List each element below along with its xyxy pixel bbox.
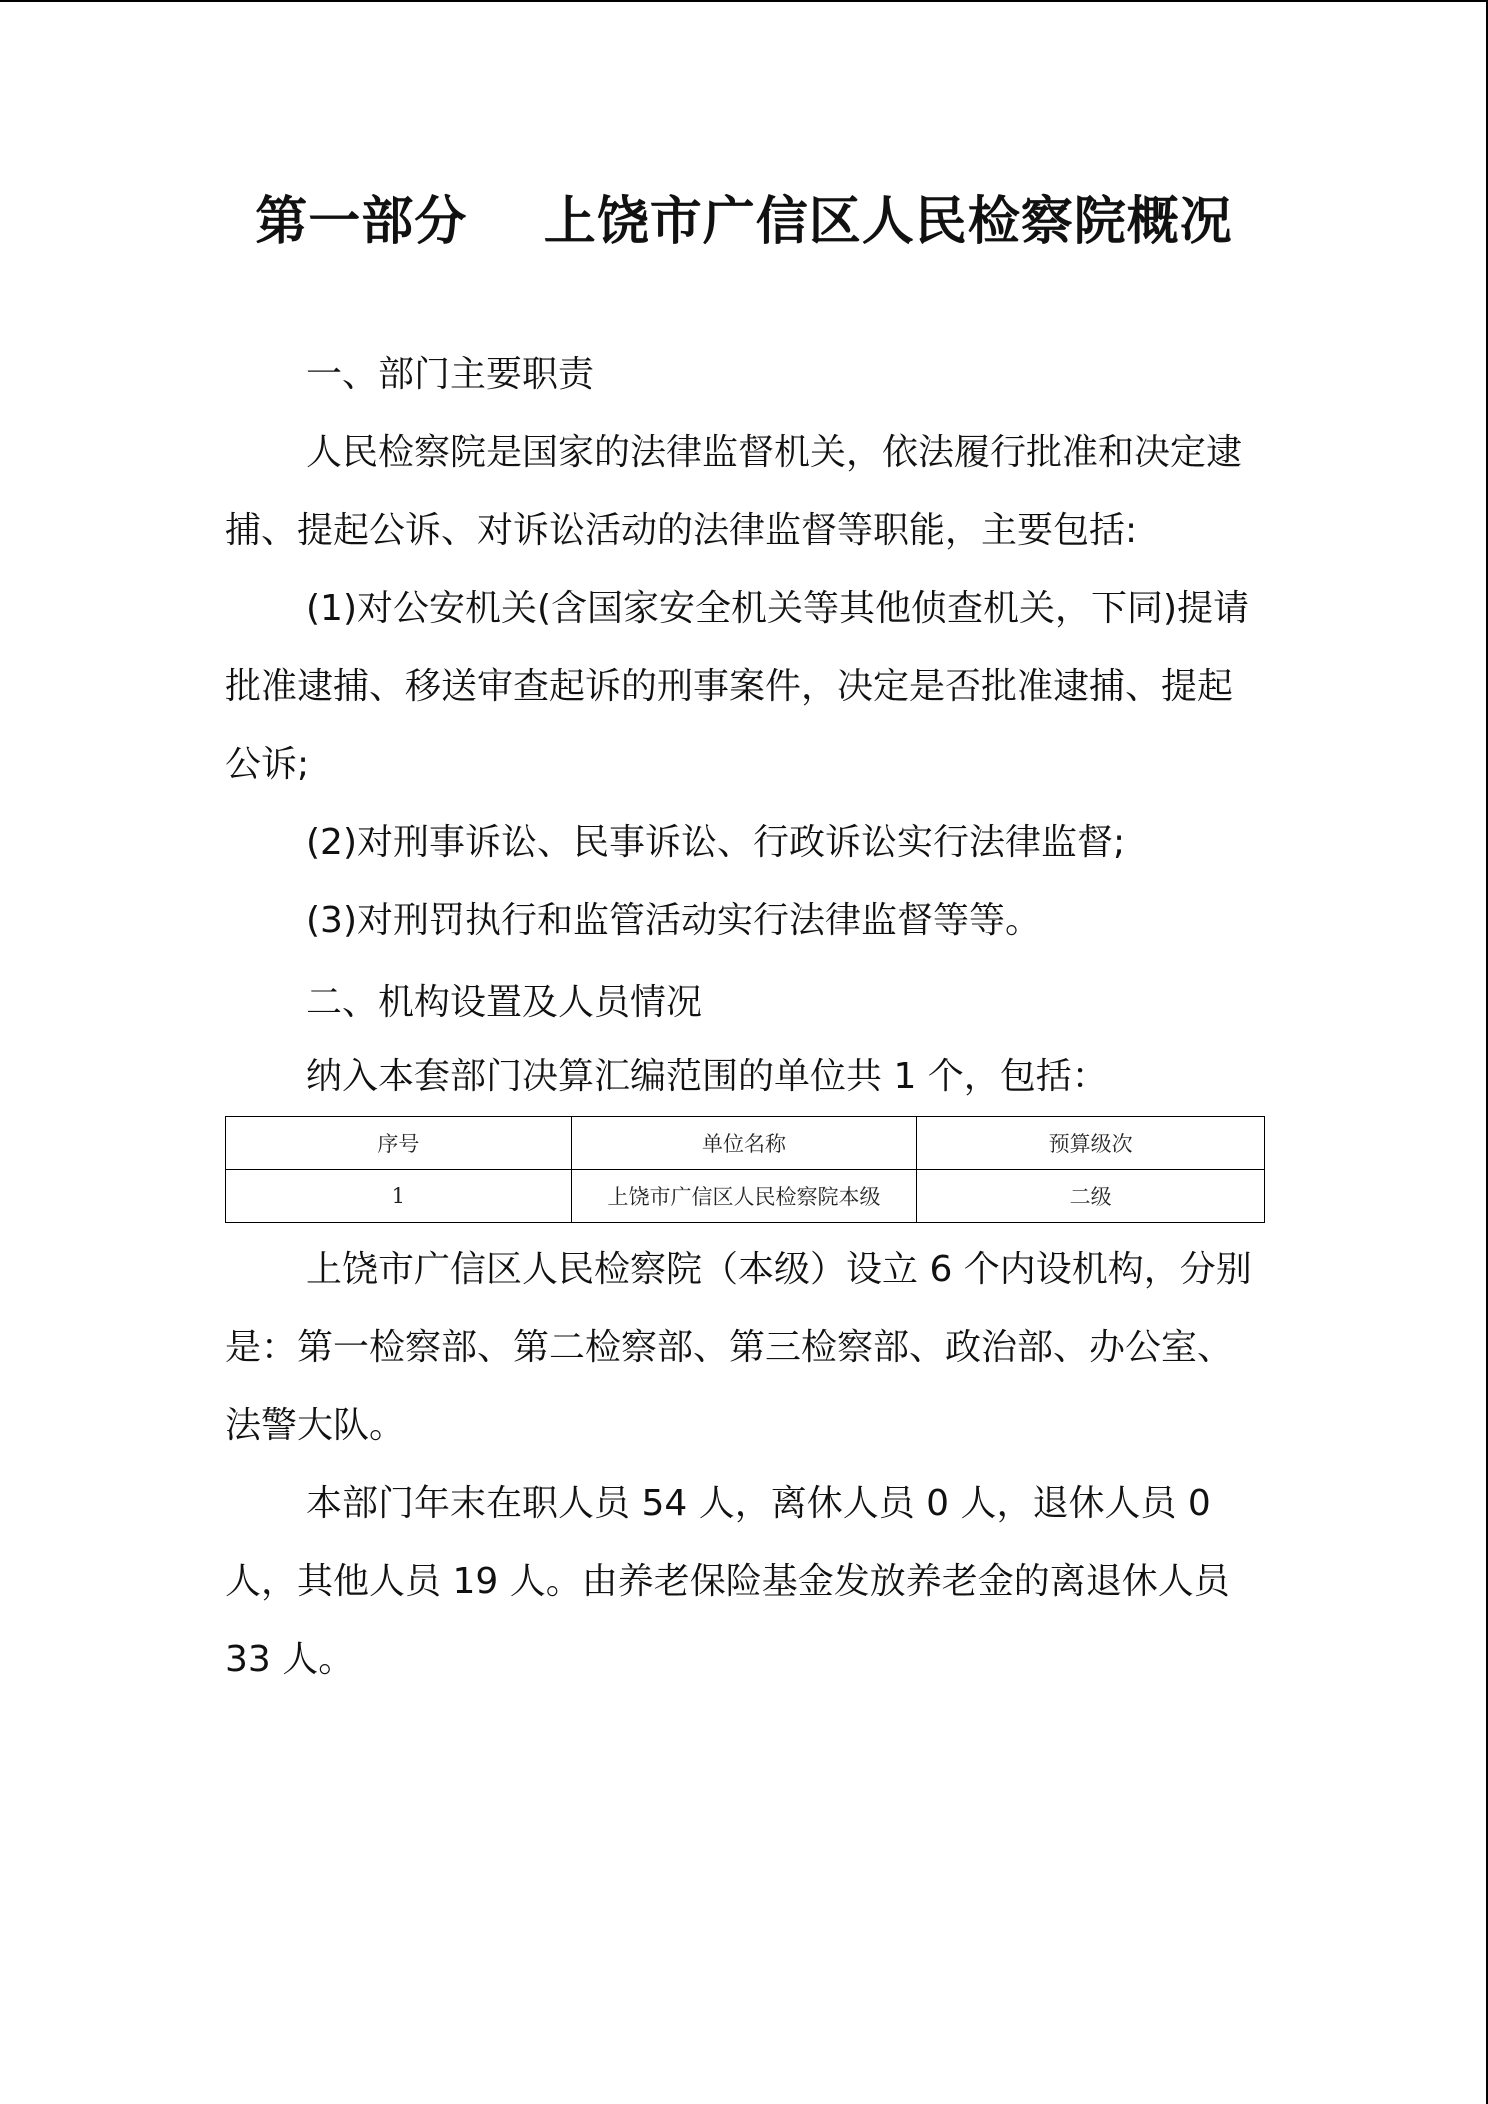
duty-item-2: (2)对刑事诉讼、民事诉讼、行政诉讼实行法律监督; — [306, 822, 1126, 863]
units-scope-text: 纳入本套部门决算汇编范围的单位共 1 个，包括： — [306, 1056, 1108, 1097]
table-header-budget-level: 预算级次 — [917, 1117, 1265, 1170]
table-cell-index: 1 — [226, 1170, 572, 1223]
units-table — [225, 1116, 1265, 1223]
table-header-index: 序号 — [226, 1117, 572, 1170]
document-body — [225, 336, 1265, 1699]
table-cell-unit-name: 上饶市广信区人民检察院本级 — [571, 1170, 917, 1223]
table-cell-budget-level: 二级 — [917, 1170, 1265, 1223]
duty-item-1: (1)对公安机关(含国家安全机关等其他侦查机关，下同)提请批准逮捕、移送审查起诉的刑事案件，决定是否批准逮捕、提起公诉; — [225, 588, 1250, 785]
page-border-top — [0, 0, 1488, 2]
table-header-unit-name: 单位名称 — [571, 1117, 917, 1170]
staff-numbers-text: 本部门年末在职人员 54 人，离休人员 0 人，退休人员 0 人，其他人员 19 人。由养老保险基金发放养老金的离退休人员 33 人。 — [225, 1483, 1230, 1680]
section-heading-duties: 一、部门主要职责 — [306, 354, 595, 395]
duty-item-3: (3)对刑罚执行和监管活动实行法律监督等等。 — [306, 900, 1041, 941]
table-row — [226, 1170, 1265, 1223]
internal-structure-text: 上饶市广信区人民检察院（本级）设立 6 个内设机构，分别是：第一检察部、第二检察部、第三检察部、政治部、办公室、法警大队。 — [225, 1249, 1252, 1446]
section-heading-organization: 二、机构设置及人员情况 — [306, 982, 703, 1023]
document-title: 第一部分 上饶市广信区人民检察院概况 — [255, 192, 1233, 252]
duties-intro: 人民检察院是国家的法律监督机关，依法履行批准和决定逮捕、提起公诉、对诉讼活动的法律监督等职能，主要包括: — [225, 432, 1243, 551]
table-header-row — [226, 1117, 1265, 1170]
